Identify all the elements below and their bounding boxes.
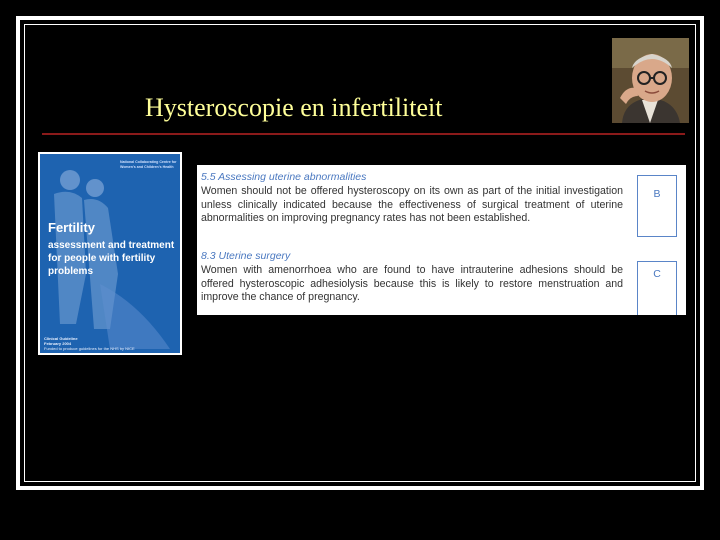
cover-footer-line3: Funded to produce guidelines for the NHS by NICE (44, 345, 135, 351)
portrait-photo (612, 38, 689, 123)
section-body-8-3: Women with amenorrhoea who are found to have intrauterine adhesions should be offered hysteroscopic adhesiolysis because this is likely to restore menstruation and improve the chance of pregnancy. (201, 264, 623, 304)
grade-badge-8-3: C (637, 261, 677, 315)
section-body-5-5: Women should not be offered hysteroscopy on its own as part of the initial investigation unless clinically indicated because the effectiveness of surgical treatment of uterine abnormalities on improving pregnancy rates has not been established. (201, 185, 623, 225)
slide-title: Hysteroscopie en infertiliteit (145, 93, 443, 122)
guideline-cover (38, 152, 182, 355)
cover-panel (40, 154, 180, 353)
cover-publisher: National Collaborating Centre for Women's and Children's Health (120, 160, 177, 169)
cover-footer (44, 337, 135, 351)
cover-subtitle: assessment and treatment for people with fertility problems (48, 240, 175, 277)
grade-badge-5-5: B (637, 175, 677, 237)
guideline-excerpt (197, 165, 686, 315)
title-divider (42, 133, 685, 135)
portrait-illustration (612, 38, 689, 123)
section-heading-5-5: 5.5 Assessing uterine abnormalities (201, 171, 367, 183)
cover-footer-line1: Clinical Guideline (44, 336, 78, 341)
cover-title: Fertility (48, 220, 95, 235)
cover-footer-line2: February 2004 (44, 340, 72, 346)
section-heading-8-3: 8.3 Uterine surgery (201, 250, 291, 262)
